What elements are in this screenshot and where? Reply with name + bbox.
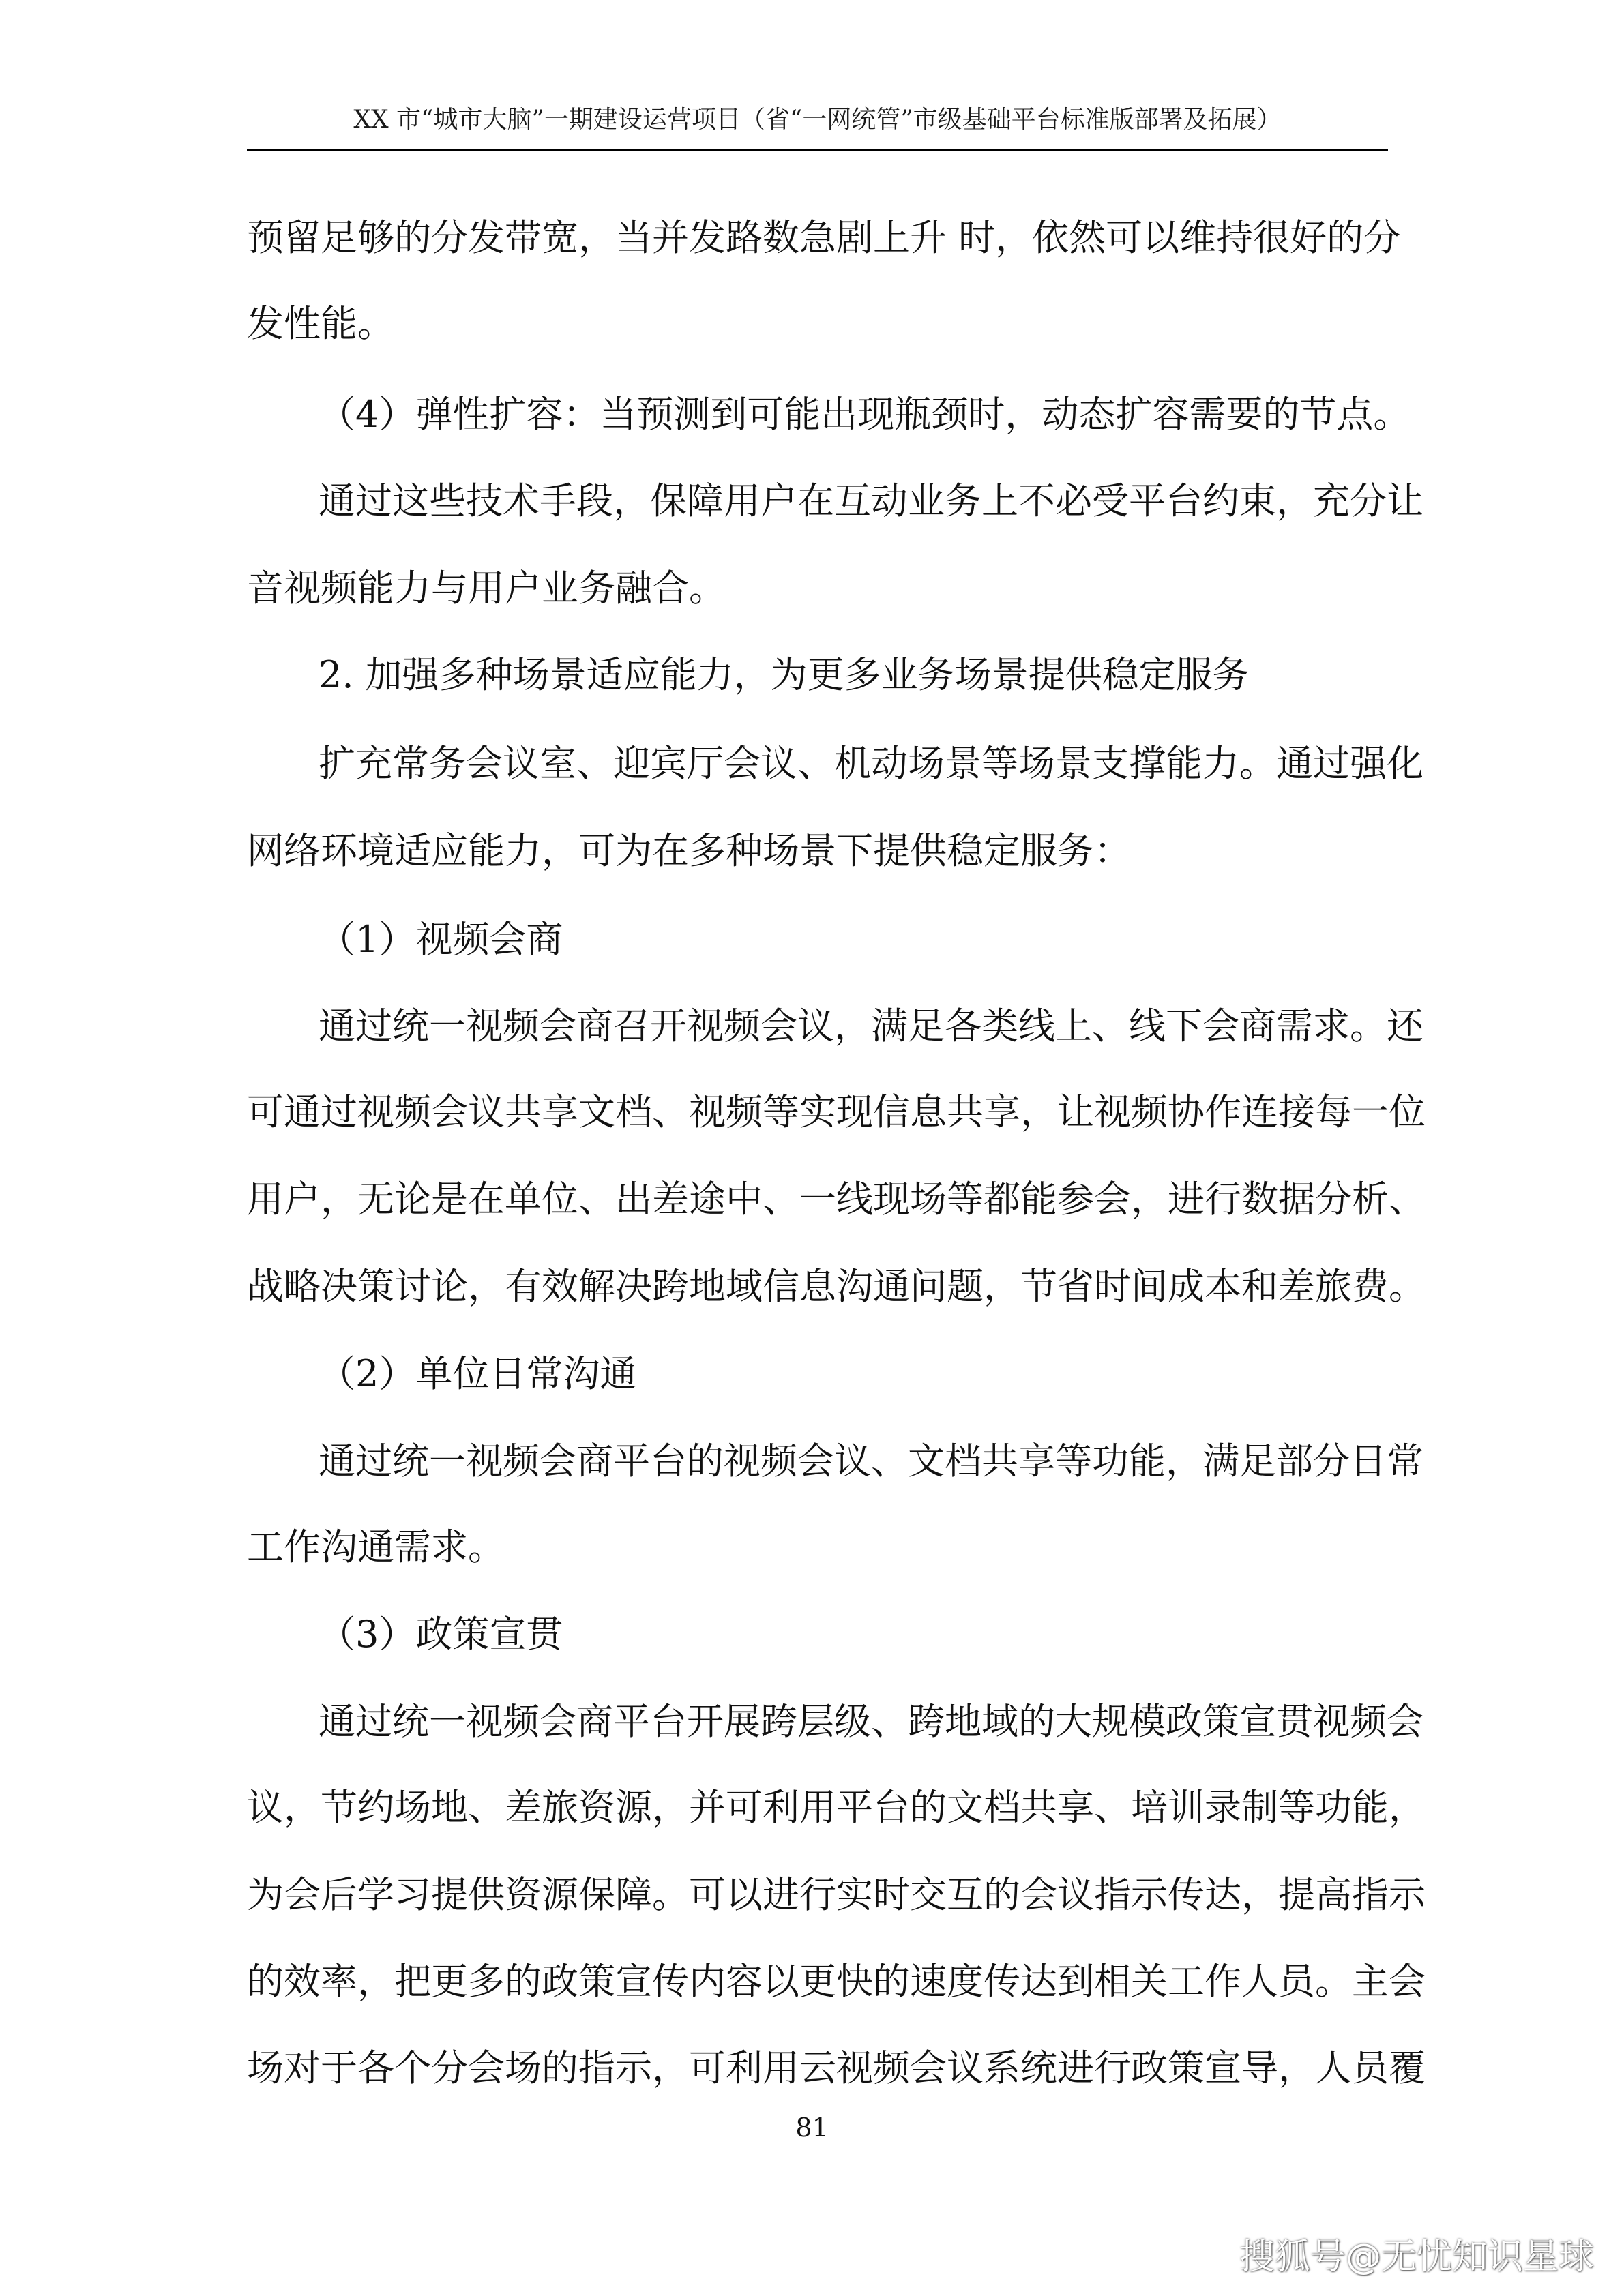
subsection-heading: （1）视频会商 [319,918,563,961]
paragraph-line: 通过这些技术手段，保障用户在互动业务上不必受平台约束，充分让 [319,479,1423,522]
paragraph-line: 扩充常务会议室、迎宾厅会议、机动场景等场景支撑能力。通过强化 [319,742,1423,785]
paragraph-line: 通过统一视频会商平台的视频会议、文档共享等功能，满足部分日常 [319,1440,1423,1482]
paragraph-line: 场对于各个分会场的指示，可利用云视频会议系统进行政策宣导，人员覆 [247,2046,1426,2089]
paragraph-line: 通过统一视频会商平台开展跨层级、跨地域的大规模政策宣贯视频会 [319,1700,1423,1743]
paragraph-line: 用户，无论是在单位、出差途中、一线现场等都能参会，进行数据分析、 [247,1178,1426,1221]
page-number: 81 [795,2113,829,2143]
paragraph-line: 网络环境适应能力，可为在多种场景下提供稳定服务： [247,829,1131,872]
paragraph-line: 可通过视频会议共享文档、视频等实现信息共享，让视频协作连接每一位 [247,1090,1426,1133]
paragraph-line: 工作沟通需求。 [247,1525,505,1568]
paragraph-line: 的效率，把更多的政策宣传内容以更快的速度传达到相关工作人员。主会 [247,1960,1426,2003]
paragraph-line: 发性能。 [247,302,394,345]
subsection-heading: （2）单位日常沟通 [319,1352,637,1395]
paragraph-line: 议，节约场地、差旅资源，并可利用平台的文档共享、培训录制等功能， [247,1786,1426,1829]
running-header: XX 市“城市大脑”一期建设运营项目（省“一网统管”市级基础平台标准版部署及拓展） [353,106,1282,134]
paragraph-line: 为会后学习提供资源保障。可以进行实时交互的会议指示传达，提高指示 [247,1873,1426,1916]
paragraph-line: 通过统一视频会商召开视频会议，满足各类线上、线下会商需求。还 [319,1004,1423,1047]
section-heading: 2. 加强多种场景适应能力，为更多业务场景提供稳定服务 [319,653,1250,696]
paragraph-line: 音视频能力与用户业务融合。 [247,567,726,610]
subsection-heading: （3）政策宣贯 [319,1613,563,1656]
header-divider [247,149,1388,151]
list-item-heading: （4）弹性扩容：当预测到可能出现瓶颈时，动态扩容需要的节点。 [319,393,1411,436]
watermark-text: 搜狐号@无忧知识星球 [1239,2237,1594,2278]
paragraph-line: 预留足够的分发带宽，当并发路数急剧上升 时，依然可以维持很好的分 [247,216,1401,259]
paragraph-line: 战略决策讨论，有效解决跨地域信息沟通问题，节省时间成本和差旅费。 [247,1265,1426,1308]
